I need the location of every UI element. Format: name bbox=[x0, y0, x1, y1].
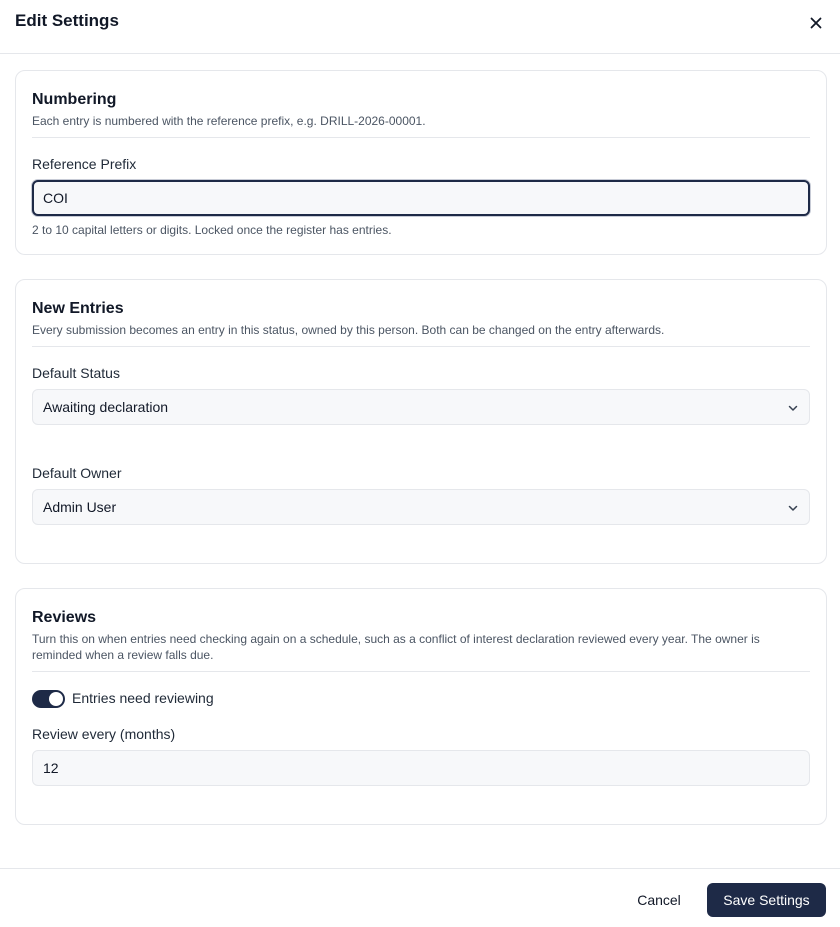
toggle-knob bbox=[49, 692, 63, 706]
reference-prefix-label: Reference Prefix bbox=[32, 156, 137, 172]
reviews-description: Turn this on when entries need checking again on a schedule, such as a conflict of interest declaration reviewed every year. The owner is reminded when a review falls due. bbox=[32, 632, 760, 662]
default-owner-select[interactable] bbox=[32, 489, 810, 525]
new-entries-title: New Entries bbox=[32, 300, 124, 317]
numbering-divider bbox=[32, 137, 810, 138]
reviews-toggle[interactable] bbox=[32, 690, 65, 708]
reviews-divider bbox=[32, 671, 810, 672]
default-status-select[interactable] bbox=[32, 389, 810, 425]
cancel-button[interactable]: Cancel bbox=[624, 883, 694, 917]
reviews-title: Reviews bbox=[32, 609, 97, 626]
default-owner-value: Admin User bbox=[43, 499, 117, 515]
default-owner-label: Default Owner bbox=[32, 465, 122, 481]
dialog-title: Edit Settings bbox=[15, 11, 119, 30]
numbering-title: Numbering bbox=[32, 91, 117, 108]
new-entries-card bbox=[15, 279, 827, 564]
review-interval-input[interactable] bbox=[32, 750, 810, 786]
new-entries-description: Every submission becomes an entry in this status, owned by this person. Both can be changed on the entry afterwards. bbox=[32, 323, 665, 337]
dialog-footer bbox=[0, 868, 840, 927]
reviews-card bbox=[15, 588, 827, 825]
reviews-toggle-label: Entries need reviewing bbox=[72, 690, 214, 706]
dialog-header bbox=[0, 0, 840, 54]
close-icon bbox=[810, 17, 822, 29]
chevron-down-icon bbox=[787, 402, 799, 414]
new-entries-divider bbox=[32, 346, 810, 347]
reference-prefix-input[interactable] bbox=[32, 180, 810, 216]
default-status-value: Awaiting declaration bbox=[43, 399, 169, 415]
reference-prefix-hint: 2 to 10 capital letters or digits. Locked once the register has entries. bbox=[32, 223, 392, 237]
numbering-card bbox=[15, 70, 827, 255]
review-interval-label: Review every (months) bbox=[32, 726, 176, 742]
save-settings-button[interactable]: Save Settings bbox=[707, 883, 826, 917]
chevron-down-icon bbox=[787, 502, 799, 514]
close-button[interactable] bbox=[808, 15, 824, 31]
default-status-label: Default Status bbox=[32, 365, 120, 381]
numbering-description: Each entry is numbered with the reference prefix, e.g. DRILL-2026-00001. bbox=[32, 114, 426, 128]
